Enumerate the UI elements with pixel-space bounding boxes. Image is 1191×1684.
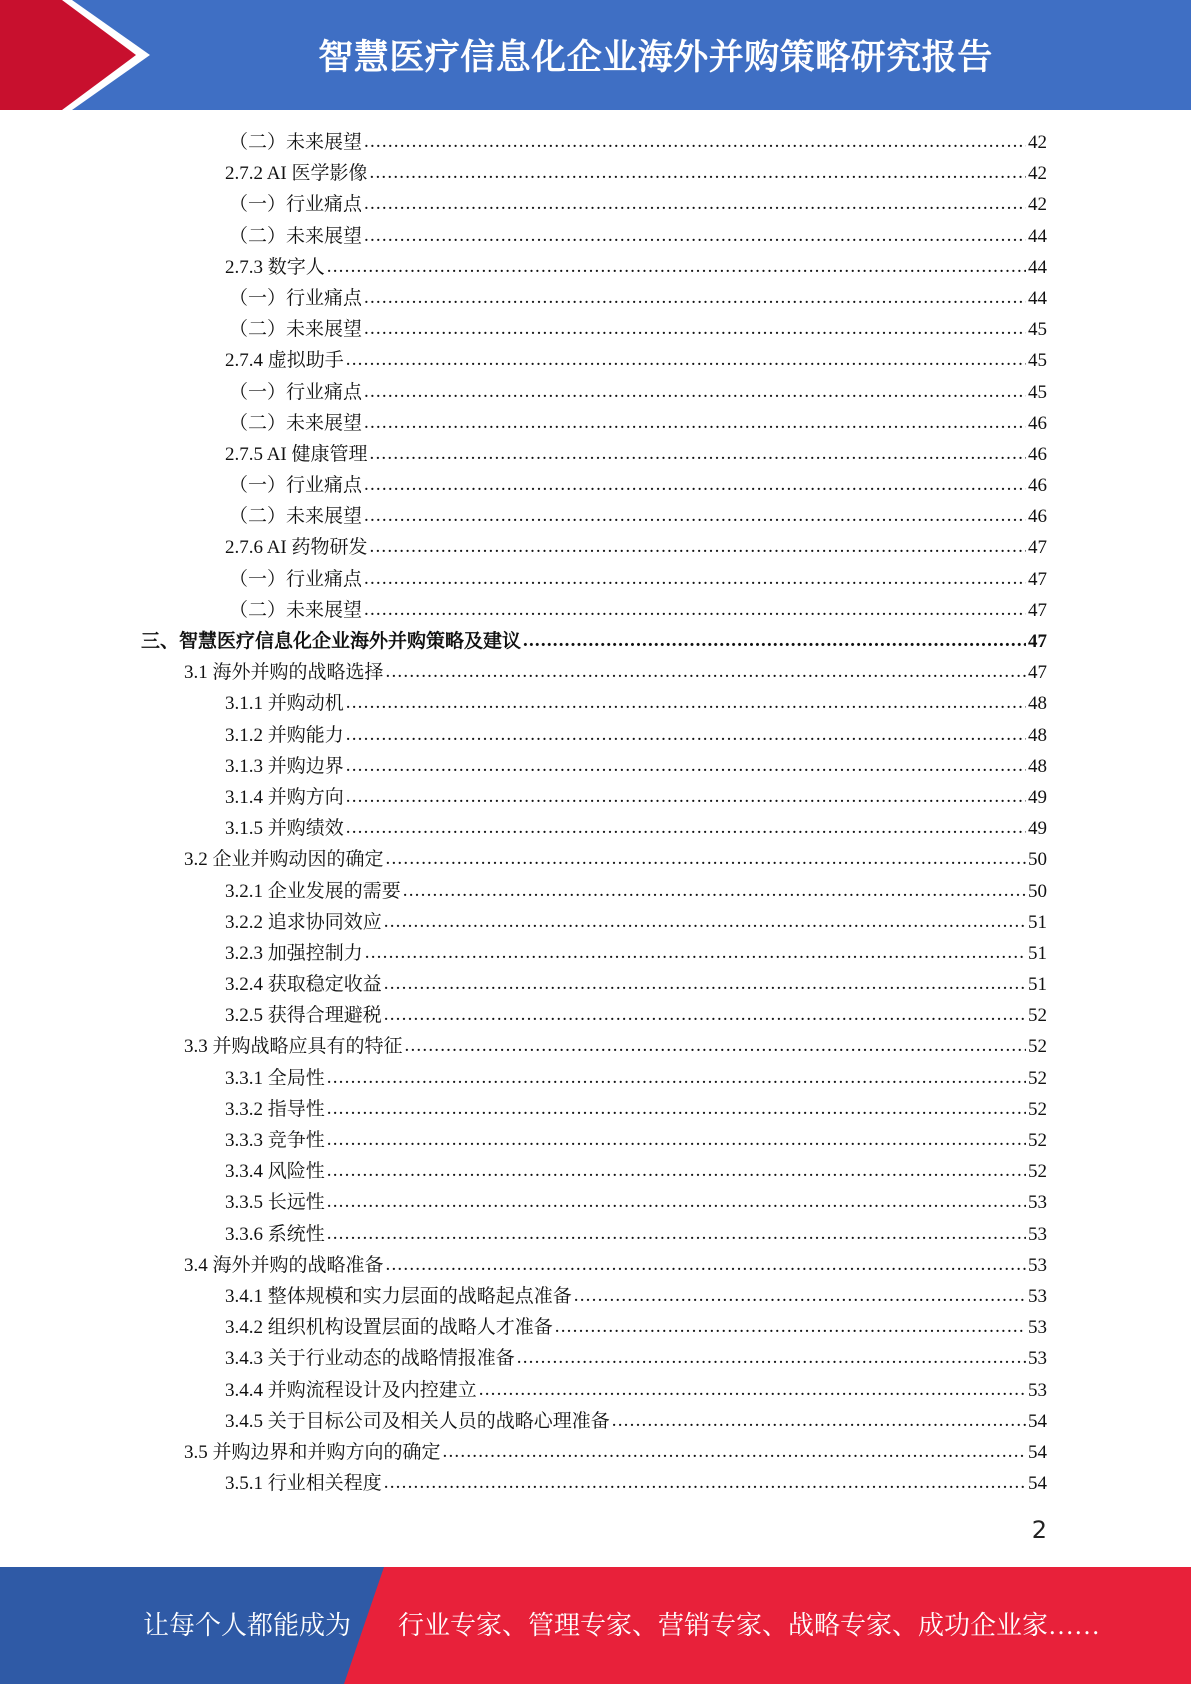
toc-entry-title: （一）行业痛点 [229,568,363,590]
toc-entry-title: 3.3.2 指导性 [225,1098,325,1120]
toc-entry-page: 46 [1028,506,1047,528]
toc-entry-page: 42 [1028,132,1047,153]
toc-entry[interactable] [0,377,1191,408]
toc-entry-title: 3.2.3 加强控制力 [225,942,363,964]
toc-entry-title: 3.4.3 关于行业动态的战略情报准备 [225,1348,515,1370]
toc-dot-leader [364,313,1026,344]
toc-entry[interactable] [0,532,1191,563]
toc-entry-title: 三、智慧医疗信息化企业海外并购策略及建议 [141,631,522,652]
toc-entry-title: 3.2.2 追求协同效应 [225,911,382,933]
toc-entry-title: （二）未来展望 [229,599,363,621]
toc-dot-leader [346,344,1026,375]
toc-entry-title: 3.2.4 获取稳定收益 [225,974,382,996]
toc-entry-title: 2.7.3 数字人 [225,256,325,278]
toc-entry[interactable] [0,969,1191,1000]
toc-entry-page: 51 [1028,942,1047,964]
toc-entry-title: 3.1.1 并购动机 [225,693,344,715]
toc-dot-leader [327,1124,1026,1155]
toc-dot-leader [443,1436,1026,1467]
toc-entry[interactable] [0,252,1191,283]
toc-entry-page: 47 [1028,537,1047,559]
toc-dot-leader [327,1155,1026,1186]
toc-entry-page: 52 [1028,1005,1047,1027]
toc-dot-leader [346,750,1026,781]
toc-dot-leader [364,376,1026,407]
toc-dot-leader [364,500,1026,531]
toc-entry-page: 45 [1028,319,1047,341]
toc-entry-page: 44 [1028,225,1047,247]
toc-entry-title: 3.1.3 并购边界 [225,755,344,777]
toc-entry-title: 3.1.4 并购方向 [225,786,344,808]
toc-entry[interactable] [0,1312,1191,1343]
toc-entry-title: 2.7.6 AI 药物研发 [225,537,368,559]
toc-entry-title: 2.7.4 虚拟助手 [225,350,344,372]
toc-entry[interactable] [0,439,1191,470]
page-header [0,0,1191,110]
toc-entry-title: 3.3.6 系统性 [225,1223,325,1245]
toc-dot-leader [370,531,1026,562]
toc-entry[interactable] [0,1125,1191,1156]
toc-dot-leader [403,875,1026,906]
toc-dot-leader [386,1249,1026,1280]
toc-dot-leader [555,1311,1026,1342]
toc-dot-leader [370,157,1026,188]
toc-dot-leader [327,1218,1026,1249]
toc-entry-page: 48 [1028,693,1047,715]
toc-entry-page: 44 [1028,256,1047,278]
toc-entry-page: 45 [1028,381,1047,403]
toc-entry-title: 3.2.1 企业发展的需要 [225,880,401,902]
toc-entry[interactable] [0,782,1191,813]
footer-slogan-right: 行业专家、管理专家、营销专家、战略专家、成功企业家…… [398,1611,1101,1640]
toc-dot-leader [574,1280,1026,1311]
toc-entry[interactable] [0,470,1191,501]
toc-entry-page: 48 [1028,755,1047,777]
toc-entry-page: 53 [1028,1317,1047,1339]
toc-dot-leader [370,438,1026,469]
toc-entry-title: 3.3.5 长远性 [225,1192,325,1214]
toc-entry-page: 52 [1028,1036,1047,1058]
toc-entry-page: 49 [1028,818,1047,840]
toc-dot-leader [364,407,1026,438]
toc-entry[interactable] [0,1000,1191,1031]
toc-entry-title: 2.7.2 AI 医学影像 [225,163,368,185]
toc-dot-leader [346,719,1026,750]
toc-entry-page: 50 [1028,849,1047,871]
toc-entry-page: 53 [1028,1254,1047,1276]
toc-entry-title: 3.3.1 全局性 [225,1067,325,1089]
toc-entry-page: 53 [1028,1192,1047,1214]
toc-entry-page: 52 [1028,1161,1047,1183]
toc-entry[interactable] [0,876,1191,907]
toc-entry-page: 47 [1028,662,1047,684]
toc-dot-leader [384,968,1026,999]
toc-entry-page: 51 [1028,974,1047,996]
toc-entry[interactable] [0,189,1191,220]
toc-entry-page: 48 [1028,724,1047,746]
toc-dot-leader [364,126,1026,157]
toc-entry-title: 3.1 海外并购的战略选择 [184,662,384,684]
report-title: 智慧医疗信息化企业海外并购策略研究报告 [318,38,993,78]
toc-entry[interactable] [0,345,1191,376]
toc-dot-leader [327,251,1026,282]
toc-entry[interactable] [0,595,1191,626]
toc-entry-page: 47 [1028,599,1047,621]
toc-entry-page: 46 [1028,475,1047,497]
toc-dot-leader [364,469,1026,500]
toc-dot-leader [405,1030,1026,1061]
toc-dot-leader [364,220,1026,251]
toc-entry[interactable] [0,1094,1191,1125]
toc-entry-page: 53 [1028,1379,1047,1401]
toc-entry-page: 51 [1028,911,1047,933]
toc-entry[interactable] [0,720,1191,751]
toc-entry-title: （二）未来展望 [229,225,363,247]
toc-dot-leader [612,1405,1026,1436]
toc-entry[interactable] [0,1281,1191,1312]
toc-entry-title: （二）未来展望 [229,319,363,341]
toc-entry[interactable] [0,127,1191,158]
toc-entry[interactable] [0,1343,1191,1374]
toc-entry-page: 42 [1028,163,1047,185]
toc-entry-title: 3.3 并购战略应具有的特征 [184,1036,403,1058]
toc-entry-title: （二）未来展望 [229,412,363,434]
toc-entry[interactable] [0,1406,1191,1437]
toc-entry-title: 3.5 并购边界和并购方向的确定 [184,1441,441,1463]
toc-entry[interactable] [0,1437,1191,1468]
toc-entry[interactable] [0,657,1191,688]
toc-entry[interactable] [0,813,1191,844]
toc-entry-page: 46 [1028,443,1047,465]
toc-entry[interactable] [0,844,1191,875]
toc-dot-leader [479,1374,1026,1405]
toc-entry-title: 3.4 海外并购的战略准备 [184,1254,384,1276]
toc-entry-page: 46 [1028,412,1047,434]
toc-dot-leader [346,812,1026,843]
toc-entry-page: 52 [1028,1098,1047,1120]
toc-dot-leader [523,625,1026,656]
toc-entry-page: 54 [1028,1410,1047,1432]
page-number: 2 [1031,1516,1047,1544]
toc-entry-page: 54 [1028,1473,1047,1495]
toc-entry-page: 49 [1028,786,1047,808]
toc-entry[interactable] [0,1375,1191,1406]
page-footer [0,1567,1191,1684]
toc-entry[interactable] [0,1468,1191,1499]
footer-slogan-left: 让每个人都能成为 [143,1611,352,1640]
toc-entry-page: 44 [1028,287,1047,309]
toc-dot-leader [346,687,1026,718]
toc-entry-page: 50 [1028,880,1047,902]
toc-entry-title: 3.1.2 并购能力 [225,724,344,746]
toc-dot-leader [384,906,1026,937]
toc-dot-leader [327,1093,1026,1124]
toc-dot-leader [364,594,1026,625]
toc-dot-leader [364,188,1026,219]
toc-entry-title: （二）未来展望 [229,132,363,153]
toc-entry-page: 45 [1028,350,1047,372]
toc-entry-title: （一）行业痛点 [229,287,363,309]
toc-entry-title: 3.3.4 风险性 [225,1161,325,1183]
toc-entry-title: （二）未来展望 [229,506,363,528]
toc-entry[interactable] [0,1031,1191,1062]
toc-entry-title: 3.4.5 关于目标公司及相关人员的战略心理准备 [225,1410,610,1432]
toc-entry[interactable] [0,158,1191,189]
toc-entry-page: 47 [1028,568,1047,590]
toc-entry-title: （一）行业痛点 [229,381,363,403]
toc-entry-page: 52 [1028,1067,1047,1089]
toc-entry[interactable] [0,907,1191,938]
toc-dot-leader [364,563,1026,594]
toc-entry-page: 53 [1028,1285,1047,1307]
toc-entry[interactable] [0,938,1191,969]
toc-entry[interactable] [0,1219,1191,1250]
toc-entry[interactable] [0,564,1191,595]
toc-entry[interactable] [0,408,1191,439]
toc-entry-title: 3.2.5 获得合理避税 [225,1005,382,1027]
toc-entry[interactable] [0,751,1191,782]
toc-entry[interactable] [0,221,1191,252]
toc-entry-title: 2.7.5 AI 健康管理 [225,443,368,465]
toc-entry[interactable] [0,1250,1191,1281]
toc-entry-page: 42 [1028,194,1047,216]
toc-entry-page: 52 [1028,1130,1047,1151]
toc-dot-leader [327,1062,1026,1093]
toc-dot-leader [386,656,1026,687]
toc-entry-title: 3.5.1 行业相关程度 [225,1473,382,1495]
toc-entry[interactable] [0,1187,1191,1218]
toc-dot-leader [517,1342,1026,1373]
toc-dot-leader [364,282,1026,313]
toc-entry-title: 3.4.2 组织机构设置层面的战略人才准备 [225,1317,553,1339]
toc-entry-page: 47 [1028,631,1047,652]
toc-entry-title: （一）行业痛点 [229,194,363,216]
toc-entry[interactable] [0,1156,1191,1187]
toc-dot-leader [384,1467,1026,1498]
toc-entry[interactable] [0,501,1191,532]
toc-dot-leader [365,937,1026,968]
toc-dot-leader [327,1186,1026,1217]
toc-entry[interactable] [0,1063,1191,1094]
toc-entry-title: 3.2 企业并购动因的确定 [184,849,384,871]
toc-entry-title: （一）行业痛点 [229,475,363,497]
toc-entry-page: 54 [1028,1441,1047,1463]
toc-entry-page: 53 [1028,1223,1047,1245]
toc-dot-leader [384,999,1026,1030]
toc-entry-title: 3.4.4 并购流程设计及内控建立 [225,1379,477,1401]
toc-dot-leader [346,781,1026,812]
toc-entry-page: 53 [1028,1348,1047,1370]
toc-entry[interactable] [0,688,1191,719]
toc-entry[interactable] [0,283,1191,314]
toc-entry-title: 3.1.5 并购绩效 [225,818,344,840]
toc-entry-title: 3.3.3 竞争性 [225,1130,325,1151]
toc-entry[interactable] [0,314,1191,345]
toc-entry-title: 3.4.1 整体规模和实力层面的战略起点准备 [225,1285,572,1307]
table-of-contents [0,127,1191,1499]
toc-entry[interactable] [0,626,1191,657]
toc-dot-leader [386,843,1026,874]
